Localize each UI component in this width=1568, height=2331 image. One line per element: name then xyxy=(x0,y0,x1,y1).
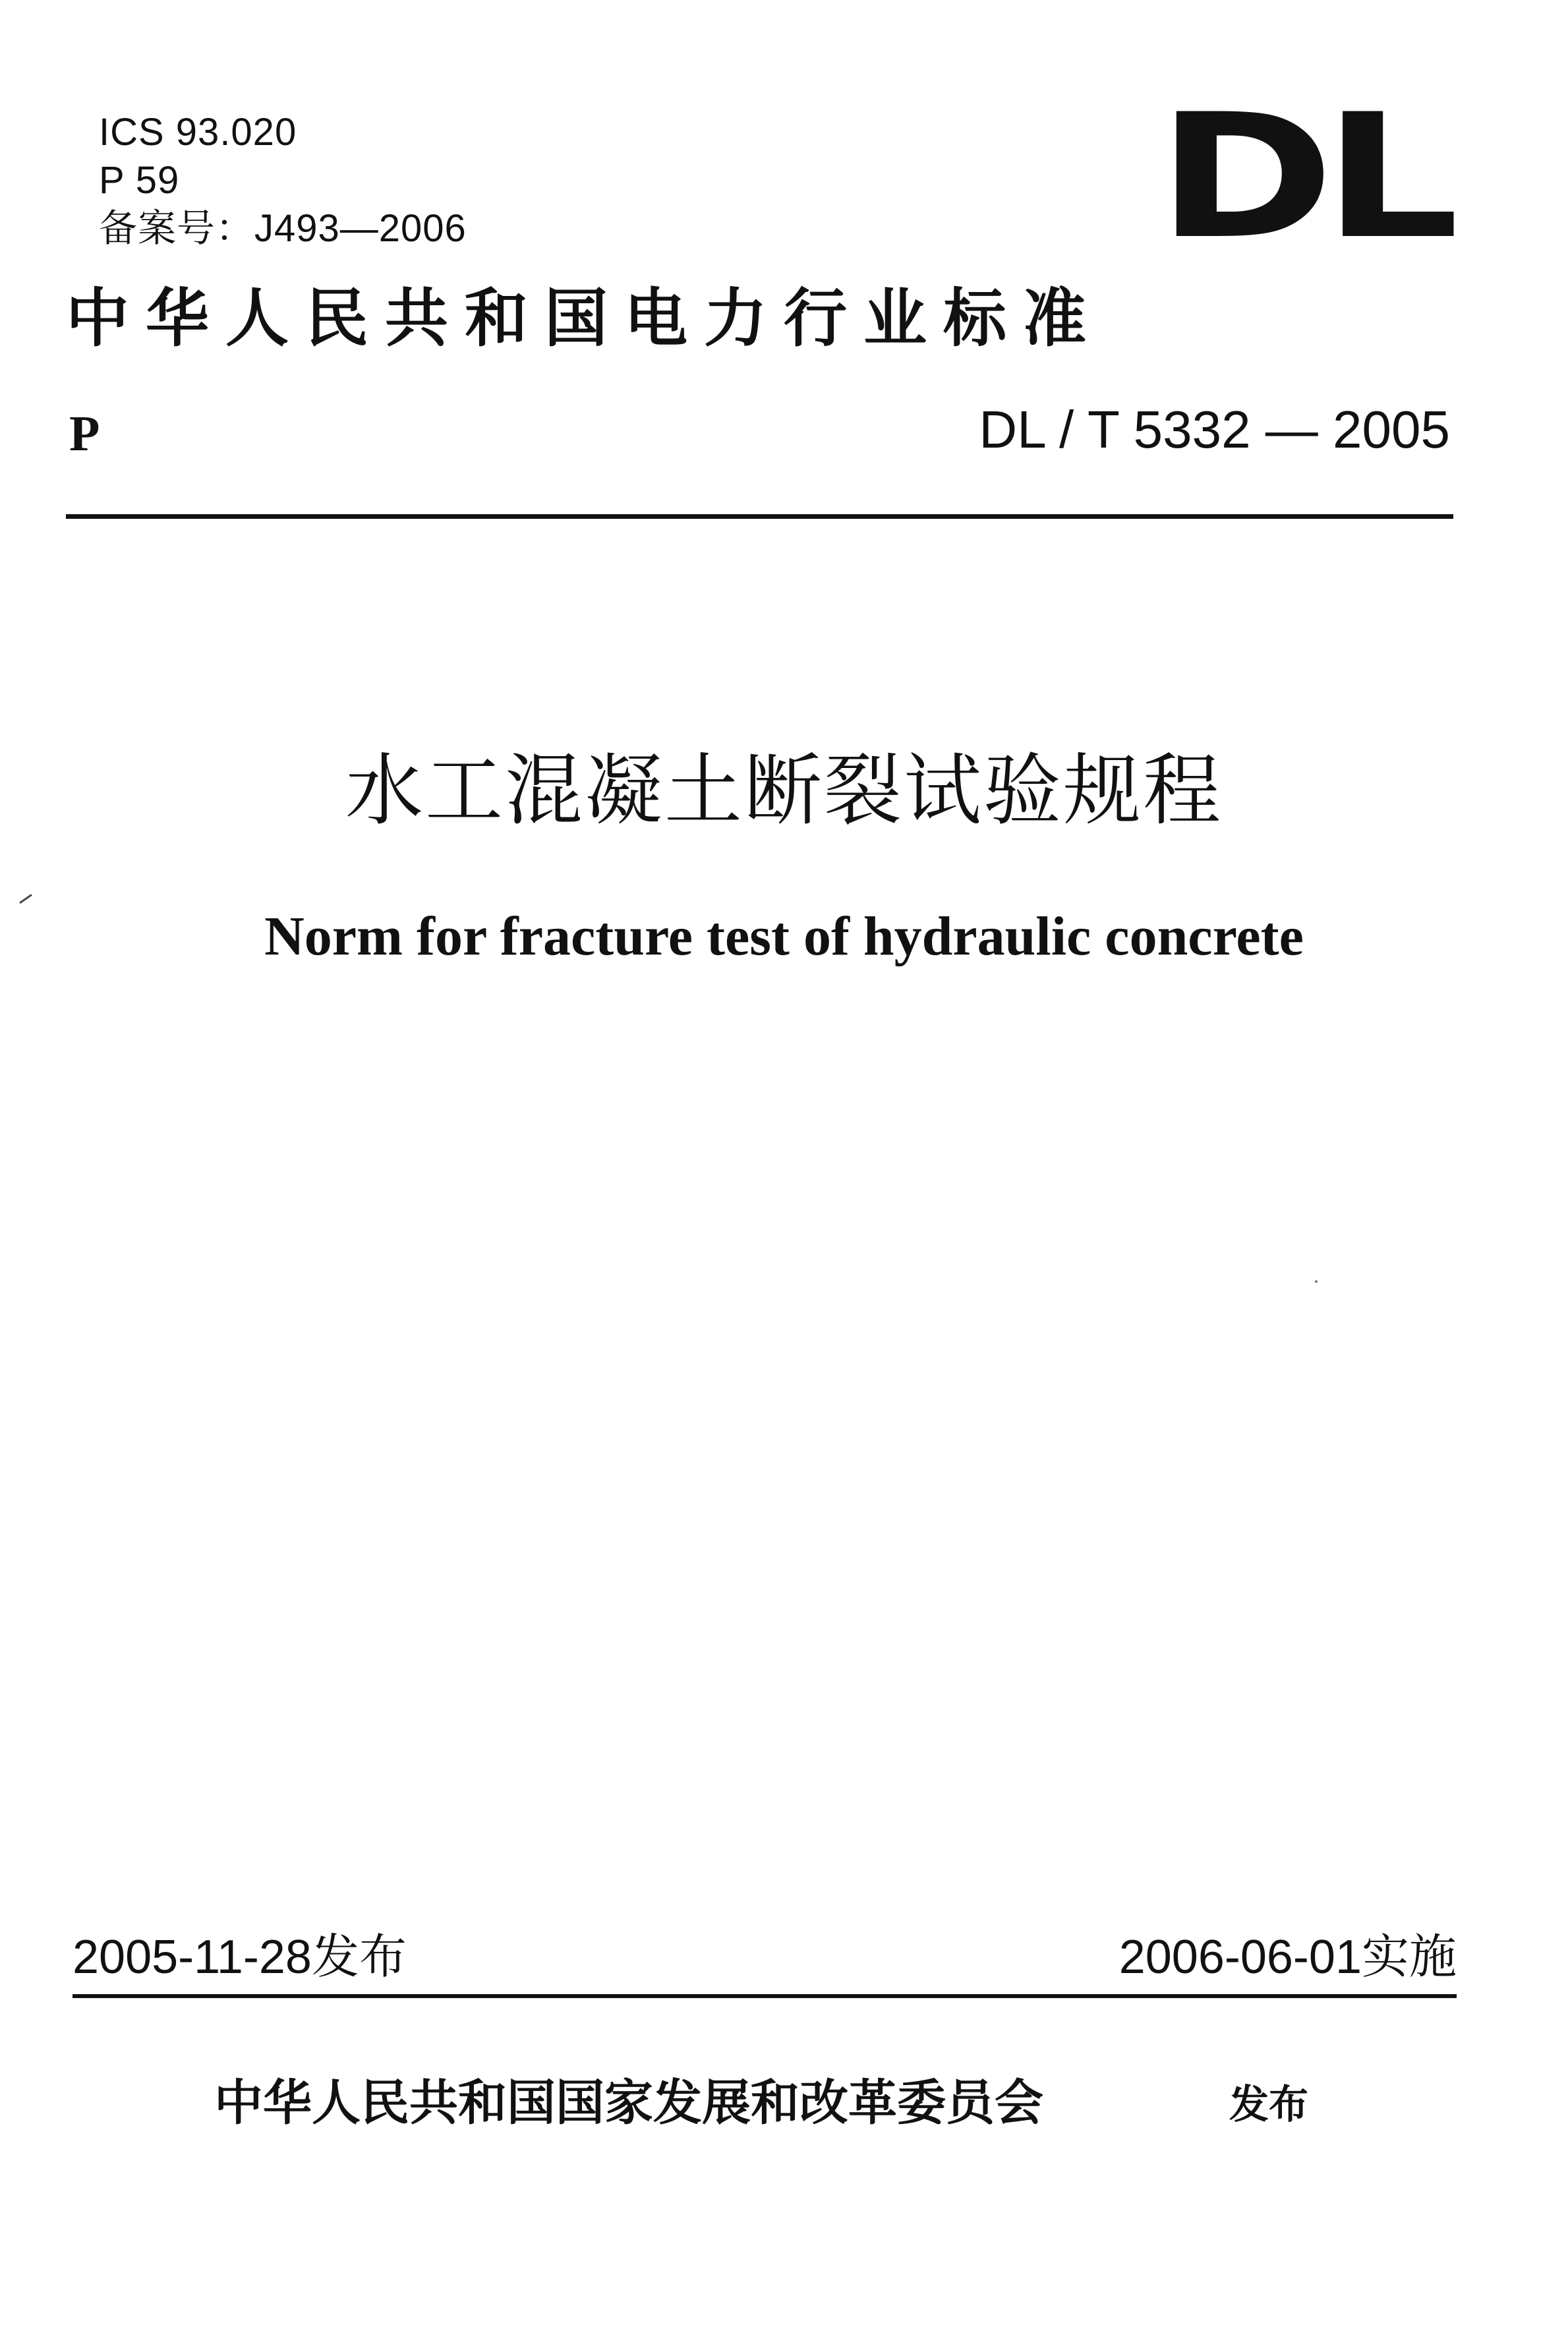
document-title-chinese: 水工混凝土断裂试验规程 xyxy=(345,745,1223,836)
industry-standard-heading: 中华人民共和国电力行业标准 xyxy=(66,281,1103,355)
effective-date: 2006-06-01实施 xyxy=(1118,1931,1457,1984)
class-letter: P xyxy=(69,406,100,461)
publish-date: 2005-11-28发布 xyxy=(73,1931,407,1984)
classification-code: P 59 xyxy=(99,159,180,202)
scan-artifact-dot xyxy=(1315,1280,1318,1283)
issuing-authority: 中华人民共和国国家发展和改革委员会 xyxy=(214,2075,1043,2131)
footer-divider xyxy=(73,1994,1457,1998)
dl-logo: DL xyxy=(1157,78,1448,277)
ics-code: ICS 93.020 xyxy=(99,111,297,154)
issue-label: 发布 xyxy=(1229,2082,1308,2128)
document-title-english: Norm for fracture test of hydraulic concrete xyxy=(264,906,1304,967)
standard-number: DL / T 5332 — 2005 xyxy=(979,400,1450,459)
scan-artifact xyxy=(19,894,32,904)
record-number: 备案号：J493—2006 xyxy=(99,207,467,250)
header-divider xyxy=(66,514,1453,519)
